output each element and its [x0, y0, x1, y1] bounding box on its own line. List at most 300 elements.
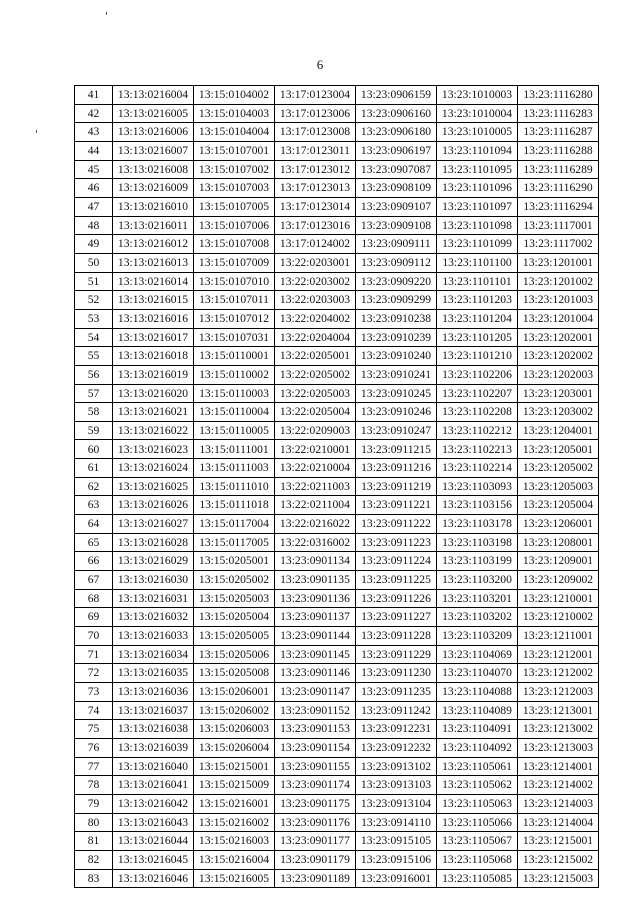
- cadastral-number-cell: 13:23:0916001: [356, 869, 437, 888]
- cadastral-number-cell: 13:23:1104092: [437, 738, 518, 757]
- cadastral-number-cell: 13:15:0104003: [194, 104, 275, 123]
- cadastral-number-cell: 13:15:0104002: [194, 86, 275, 105]
- cadastral-number-cell: 13:23:1104089: [437, 701, 518, 720]
- cadastral-number-cell: 13:23:0910241: [356, 365, 437, 384]
- table-row: [75, 832, 599, 851]
- row-number-cell: 55: [75, 347, 113, 366]
- cadastral-number-cell: 13:15:0216002: [194, 813, 275, 832]
- cadastral-number-cell: 13:23:1102206: [437, 365, 518, 384]
- cadastral-number-cell: 13:23:1101210: [437, 347, 518, 366]
- cadastral-number-cell: 13:15:0110002: [194, 365, 275, 384]
- cadastral-number-cell: 13:23:1210002: [518, 608, 599, 627]
- cadastral-number-cell: 13:15:0107011: [194, 291, 275, 310]
- cadastral-number-cell: 13:23:0909107: [356, 197, 437, 216]
- cadastral-number-cell: 13:23:1212001: [518, 645, 599, 664]
- cadastral-number-cell: 13:23:1117002: [518, 235, 599, 254]
- cadastral-number-cell: 13:15:0111001: [194, 440, 275, 459]
- row-number-cell: 56: [75, 365, 113, 384]
- cadastral-number-cell: 13:22:0216022: [275, 515, 356, 534]
- cadastral-number-cell: 13:23:1103209: [437, 627, 518, 646]
- cadastral-number-cell: 13:23:1102214: [437, 459, 518, 478]
- cadastral-number-cell: 13:23:1103156: [437, 496, 518, 515]
- cadastral-number-cell: 13:13:0216040: [113, 757, 194, 776]
- cadastral-number-cell: 13:13:0216004: [113, 86, 194, 105]
- cadastral-number-cell: 13:23:1103201: [437, 589, 518, 608]
- cadastral-number-cell: 13:23:0901175: [275, 794, 356, 813]
- cadastral-number-cell: 13:15:0110003: [194, 384, 275, 403]
- row-number-cell: 65: [75, 533, 113, 552]
- cadastral-number-cell: 13:23:1214002: [518, 776, 599, 795]
- cadastral-number-cell: 13:22:0210001: [275, 440, 356, 459]
- cadastral-number-cell: 13:23:1116280: [518, 86, 599, 105]
- cadastral-number-cell: 13:23:0901137: [275, 608, 356, 627]
- cadastral-number-cell: 13:17:0123014: [275, 197, 356, 216]
- cadastral-number-cell: 13:23:1103093: [437, 477, 518, 496]
- cadastral-number-cell: 13:15:0216005: [194, 869, 275, 888]
- row-number-cell: 76: [75, 738, 113, 757]
- table-row: [75, 421, 599, 440]
- cadastral-number-cell: 13:13:0216033: [113, 627, 194, 646]
- table-row: [75, 813, 599, 832]
- cadastral-number-cell: 13:13:0216035: [113, 664, 194, 683]
- table-row: [75, 496, 599, 515]
- row-number-cell: 61: [75, 459, 113, 478]
- cadastral-number-cell: 13:22:0203001: [275, 253, 356, 272]
- cadastral-number-cell: 13:23:1205004: [518, 496, 599, 515]
- cadastral-number-cell: 13:23:1104070: [437, 664, 518, 683]
- cadastral-number-cell: 13:23:1215003: [518, 869, 599, 888]
- cadastral-number-cell: 13:23:1105068: [437, 850, 518, 869]
- cadastral-number-cell: 13:15:0107005: [194, 197, 275, 216]
- cadastral-number-cell: 13:23:0912231: [356, 720, 437, 739]
- table-row: [75, 365, 599, 384]
- cadastral-number-cell: 13:13:0216007: [113, 141, 194, 160]
- cadastral-number-cell: 13:23:0911216: [356, 459, 437, 478]
- cadastral-number-cell: 13:23:0906197: [356, 141, 437, 160]
- cadastral-number-cell: 13:23:1204001: [518, 421, 599, 440]
- cadastral-number-cell: 13:23:1213003: [518, 738, 599, 757]
- cadastral-number-cell: 13:13:0216019: [113, 365, 194, 384]
- cadastral-number-cell: 13:23:0913104: [356, 794, 437, 813]
- row-number-cell: 51: [75, 272, 113, 291]
- table-row: [75, 720, 599, 739]
- cadastral-number-cell: 13:22:0316002: [275, 533, 356, 552]
- cadastral-number-cell: 13:22:0205003: [275, 384, 356, 403]
- cadastral-number-cell: 13:13:0216037: [113, 701, 194, 720]
- table-row: [75, 664, 599, 683]
- cadastral-number-cell: 13:15:0205001: [194, 552, 275, 571]
- cadastral-number-cell: 13:23:1103199: [437, 552, 518, 571]
- cadastral-number-cell: 13:23:1101098: [437, 216, 518, 235]
- table-row: [75, 701, 599, 720]
- cadastral-number-cell: 13:23:0911242: [356, 701, 437, 720]
- row-number-cell: 71: [75, 645, 113, 664]
- cadastral-number-cell: 13:23:1116287: [518, 123, 599, 142]
- row-number-cell: 69: [75, 608, 113, 627]
- cadastral-number-cell: 13:23:1203001: [518, 384, 599, 403]
- row-number-cell: 77: [75, 757, 113, 776]
- cadastral-number-cell: 13:23:1102208: [437, 403, 518, 422]
- cadastral-number-cell: 13:23:0911228: [356, 627, 437, 646]
- row-number-cell: 72: [75, 664, 113, 683]
- row-number-cell: 60: [75, 440, 113, 459]
- table-row: [75, 533, 599, 552]
- cadastral-number-cell: 13:23:0908109: [356, 179, 437, 198]
- table-row: [75, 160, 599, 179]
- cadastral-number-cell: 13:13:0216039: [113, 738, 194, 757]
- cadastral-number-cell: 13:13:0216010: [113, 197, 194, 216]
- cadastral-number-cell: 13:23:1116288: [518, 141, 599, 160]
- cadastral-number-cell: 13:23:0901145: [275, 645, 356, 664]
- row-number-cell: 78: [75, 776, 113, 795]
- table-row: [75, 309, 599, 328]
- cadastral-number-cell: 13:23:0901135: [275, 571, 356, 590]
- cadastral-number-cell: 13:15:0117005: [194, 533, 275, 552]
- cadastral-number-cell: 13:23:1209002: [518, 571, 599, 590]
- cadastral-number-cell: 13:23:0915106: [356, 850, 437, 869]
- row-number-cell: 46: [75, 179, 113, 198]
- table-row: [75, 850, 599, 869]
- cadastral-number-cell: 13:23:1116283: [518, 104, 599, 123]
- cadastral-number-cell: 13:13:0216027: [113, 515, 194, 534]
- table-row: [75, 608, 599, 627]
- row-number-cell: 73: [75, 683, 113, 702]
- cadastral-number-cell: 13:23:0910247: [356, 421, 437, 440]
- cadastral-number-cell: 13:15:0107008: [194, 235, 275, 254]
- cadastral-number-cell: 13:23:1105066: [437, 813, 518, 832]
- cadastral-number-cell: 13:23:1213001: [518, 701, 599, 720]
- cadastral-number-cell: 13:23:1104069: [437, 645, 518, 664]
- cadastral-number-cell: 13:15:0215009: [194, 776, 275, 795]
- row-number-cell: 75: [75, 720, 113, 739]
- cadastral-number-cell: 13:17:0124002: [275, 235, 356, 254]
- cadastral-number-cell: 13:13:0216026: [113, 496, 194, 515]
- cadastral-number-cell: 13:13:0216016: [113, 309, 194, 328]
- cadastral-number-cell: 13:13:0216015: [113, 291, 194, 310]
- row-number-cell: 59: [75, 421, 113, 440]
- row-number-cell: 50: [75, 253, 113, 272]
- cadastral-number-cell: 13:23:0909220: [356, 272, 437, 291]
- row-number-cell: 62: [75, 477, 113, 496]
- cadastral-number-cell: 13:22:0204004: [275, 328, 356, 347]
- cadastral-number-cell: 13:17:0123016: [275, 216, 356, 235]
- cadastral-number-cell: 13:22:0211003: [275, 477, 356, 496]
- cadastral-number-cell: 13:23:1202001: [518, 328, 599, 347]
- cadastral-number-cell: 13:23:0906159: [356, 86, 437, 105]
- cadastral-number-cell: 13:23:0907087: [356, 160, 437, 179]
- cadastral-number-cell: 13:13:0216014: [113, 272, 194, 291]
- cadastral-number-cell: 13:23:1116294: [518, 197, 599, 216]
- row-number-cell: 68: [75, 589, 113, 608]
- cadastral-number-cell: 13:17:0123004: [275, 86, 356, 105]
- row-number-cell: 80: [75, 813, 113, 832]
- cadastral-number-cell: 13:23:0911222: [356, 515, 437, 534]
- cadastral-number-cell: 13:23:0911229: [356, 645, 437, 664]
- cadastral-number-cell: 13:23:1205003: [518, 477, 599, 496]
- cadastral-number-cell: 13:23:1214003: [518, 794, 599, 813]
- cadastral-number-cell: 13:15:0110004: [194, 403, 275, 422]
- table-row: [75, 403, 599, 422]
- scan-mark: [106, 12, 107, 15]
- cadastral-number-cell: 13:17:0123013: [275, 179, 356, 198]
- row-number-cell: 64: [75, 515, 113, 534]
- cadastral-number-cell: 13:13:0216005: [113, 104, 194, 123]
- cadastral-number-cell: 13:23:0901136: [275, 589, 356, 608]
- cadastral-number-cell: 13:23:1101203: [437, 291, 518, 310]
- cadastral-number-cell: 13:23:0910245: [356, 384, 437, 403]
- cadastral-number-cell: 13:23:0911225: [356, 571, 437, 590]
- cadastral-number-cell: 13:23:1213002: [518, 720, 599, 739]
- table-row: [75, 589, 599, 608]
- cadastral-number-cell: 13:13:0216008: [113, 160, 194, 179]
- cadastral-number-cell: 13:23:1101094: [437, 141, 518, 160]
- cadastral-number-cell: 13:23:1103198: [437, 533, 518, 552]
- row-number-cell: 79: [75, 794, 113, 813]
- cadastral-number-cell: 13:15:0107006: [194, 216, 275, 235]
- row-number-cell: 47: [75, 197, 113, 216]
- table-row: [75, 683, 599, 702]
- cadastral-number-cell: 13:23:1214004: [518, 813, 599, 832]
- cadastral-number-cell: 13:23:1214001: [518, 757, 599, 776]
- cadastral-number-cell: 13:23:0901146: [275, 664, 356, 683]
- row-number-cell: 57: [75, 384, 113, 403]
- cadastral-number-cell: 13:23:1101096: [437, 179, 518, 198]
- cadastral-number-cell: 13:23:0911223: [356, 533, 437, 552]
- cadastral-number-cell: 13:23:1104088: [437, 683, 518, 702]
- cadastral-number-cell: 13:23:1201002: [518, 272, 599, 291]
- cadastral-number-cell: 13:22:0210004: [275, 459, 356, 478]
- cadastral-number-cell: 13:15:0107031: [194, 328, 275, 347]
- cadastral-number-cell: 13:15:0107012: [194, 309, 275, 328]
- cadastral-number-cell: 13:13:0216034: [113, 645, 194, 664]
- cadastral-number-cell: 13:13:0216009: [113, 179, 194, 198]
- cadastral-number-cell: 13:23:0901177: [275, 832, 356, 851]
- cadastral-number-cell: 13:23:0911224: [356, 552, 437, 571]
- cadastral-number-cell: 13:15:0216003: [194, 832, 275, 851]
- cadastral-number-cell: 13:23:0901189: [275, 869, 356, 888]
- table-row: [75, 459, 599, 478]
- cadastral-number-cell: 13:15:0205006: [194, 645, 275, 664]
- cadastral-number-cell: 13:23:0911227: [356, 608, 437, 627]
- cadastral-number-cell: 13:13:0216025: [113, 477, 194, 496]
- cadastral-number-cell: 13:23:1010005: [437, 123, 518, 142]
- cadastral-number-cell: 13:23:1209001: [518, 552, 599, 571]
- cadastral-number-cell: 13:23:0909299: [356, 291, 437, 310]
- cadastral-number-cell: 13:13:0216030: [113, 571, 194, 590]
- table-row: [75, 104, 599, 123]
- cadastral-number-cell: 13:23:1105063: [437, 794, 518, 813]
- cadastral-number-cell: 13:23:1101101: [437, 272, 518, 291]
- cadastral-number-cell: 13:22:0203002: [275, 272, 356, 291]
- table-row: [75, 291, 599, 310]
- row-number-cell: 53: [75, 309, 113, 328]
- cadastral-number-cell: 13:17:0123008: [275, 123, 356, 142]
- table-row: [75, 197, 599, 216]
- cadastral-number-cell: 13:17:0123006: [275, 104, 356, 123]
- cadastral-number-cell: 13:13:0216011: [113, 216, 194, 235]
- row-number-cell: 70: [75, 627, 113, 646]
- cadastral-number-cell: 13:13:0216042: [113, 794, 194, 813]
- cadastral-number-cell: 13:23:1103202: [437, 608, 518, 627]
- cadastral-number-cell: 13:23:1105067: [437, 832, 518, 851]
- cadastral-number-cell: 13:15:0107002: [194, 160, 275, 179]
- cadastral-number-cell: 13:13:0216024: [113, 459, 194, 478]
- cadastral-number-table: [74, 85, 599, 888]
- cadastral-number-cell: 13:15:0206003: [194, 720, 275, 739]
- cadastral-number-cell: 13:22:0203003: [275, 291, 356, 310]
- cadastral-number-cell: 13:23:1116290: [518, 179, 599, 198]
- cadastral-number-cell: 13:13:0216045: [113, 850, 194, 869]
- cadastral-number-cell: 13:23:1210001: [518, 589, 599, 608]
- cadastral-number-cell: 13:13:0216022: [113, 421, 194, 440]
- page-number: 6: [316, 57, 324, 72]
- row-number-cell: 74: [75, 701, 113, 720]
- cadastral-number-cell: 13:23:0901179: [275, 850, 356, 869]
- cadastral-number-cell: 13:22:0205001: [275, 347, 356, 366]
- cadastral-number-cell: 13:23:1104091: [437, 720, 518, 739]
- cadastral-number-cell: 13:13:0216029: [113, 552, 194, 571]
- cadastral-number-cell: 13:15:0206001: [194, 683, 275, 702]
- cadastral-number-cell: 13:15:0215001: [194, 757, 275, 776]
- cadastral-number-cell: 13:23:0909111: [356, 235, 437, 254]
- cadastral-number-cell: 13:23:1212002: [518, 664, 599, 683]
- table-row: [75, 141, 599, 160]
- cadastral-number-cell: 13:23:1101097: [437, 197, 518, 216]
- cadastral-number-cell: 13:15:0206002: [194, 701, 275, 720]
- cadastral-number-cell: 13:23:1203002: [518, 403, 599, 422]
- cadastral-number-cell: 13:23:1103178: [437, 515, 518, 534]
- cadastral-number-cell: 13:23:0911230: [356, 664, 437, 683]
- row-number-cell: 41: [75, 86, 113, 105]
- cadastral-number-cell: 13:15:0104004: [194, 123, 275, 142]
- table-row: [75, 794, 599, 813]
- cadastral-number-cell: 13:23:0911219: [356, 477, 437, 496]
- cadastral-number-cell: 13:15:0107010: [194, 272, 275, 291]
- cadastral-number-cell: 13:23:1105085: [437, 869, 518, 888]
- cadastral-number-cell: 13:13:0216028: [113, 533, 194, 552]
- cadastral-number-cell: 13:23:0901147: [275, 683, 356, 702]
- cadastral-number-cell: 13:23:1102212: [437, 421, 518, 440]
- cadastral-number-cell: 13:17:0123011: [275, 141, 356, 160]
- cadastral-number-cell: 13:23:0901176: [275, 813, 356, 832]
- cadastral-number-cell: 13:23:1101205: [437, 328, 518, 347]
- cadastral-number-cell: 13:22:0211004: [275, 496, 356, 515]
- cadastral-number-cell: 13:13:0216021: [113, 403, 194, 422]
- cadastral-number-cell: 13:15:0110001: [194, 347, 275, 366]
- table-row: [75, 571, 599, 590]
- cadastral-number-cell: 13:15:0107001: [194, 141, 275, 160]
- cadastral-number-cell: 13:13:0216006: [113, 123, 194, 142]
- row-number-cell: 49: [75, 235, 113, 254]
- cadastral-number-cell: 13:23:0909108: [356, 216, 437, 235]
- cadastral-number-cell: 13:23:0912232: [356, 738, 437, 757]
- cadastral-number-cell: 13:15:0111010: [194, 477, 275, 496]
- cadastral-number-cell: 13:23:1212003: [518, 683, 599, 702]
- cadastral-number-cell: 13:23:0909112: [356, 253, 437, 272]
- cadastral-number-cell: 13:23:1105061: [437, 757, 518, 776]
- cadastral-number-cell: 13:13:0216044: [113, 832, 194, 851]
- cadastral-number-cell: 13:13:0216023: [113, 440, 194, 459]
- cadastral-number-cell: 13:13:0216012: [113, 235, 194, 254]
- cadastral-number-cell: 13:23:1101100: [437, 253, 518, 272]
- cadastral-number-cell: 13:23:0913102: [356, 757, 437, 776]
- row-number-cell: 58: [75, 403, 113, 422]
- cadastral-number-cell: 13:23:0906160: [356, 104, 437, 123]
- cadastral-number-cell: 13:23:0901152: [275, 701, 356, 720]
- row-number-cell: 44: [75, 141, 113, 160]
- cadastral-number-cell: 13:23:1205001: [518, 440, 599, 459]
- cadastral-number-cell: 13:13:0216038: [113, 720, 194, 739]
- cadastral-number-cell: 13:23:1208001: [518, 533, 599, 552]
- table-body: [75, 86, 599, 888]
- cadastral-number-cell: 13:23:0910238: [356, 309, 437, 328]
- cadastral-number-cell: 13:23:0910239: [356, 328, 437, 347]
- table-row: [75, 645, 599, 664]
- table-row: [75, 123, 599, 142]
- table-row: [75, 328, 599, 347]
- cadastral-number-cell: 13:15:0205002: [194, 571, 275, 590]
- row-number-cell: 82: [75, 850, 113, 869]
- row-number-cell: 43: [75, 123, 113, 142]
- row-number-cell: 54: [75, 328, 113, 347]
- cadastral-number-cell: 13:13:0216018: [113, 347, 194, 366]
- cadastral-number-cell: 13:17:0123012: [275, 160, 356, 179]
- table-row: [75, 216, 599, 235]
- cadastral-number-cell: 13:13:0216017: [113, 328, 194, 347]
- cadastral-number-cell: 13:22:0205002: [275, 365, 356, 384]
- cadastral-number-cell: 13:23:1206001: [518, 515, 599, 534]
- cadastral-number-cell: 13:23:0911226: [356, 589, 437, 608]
- cadastral-number-cell: 13:15:0107009: [194, 253, 275, 272]
- cadastral-number-cell: 13:23:0901153: [275, 720, 356, 739]
- cadastral-number-cell: 13:15:0117004: [194, 515, 275, 534]
- cadastral-number-cell: 13:15:0111018: [194, 496, 275, 515]
- cadastral-number-cell: 13:23:1010003: [437, 86, 518, 105]
- cadastral-number-cell: 13:23:1010004: [437, 104, 518, 123]
- cadastral-number-cell: 13:23:0915105: [356, 832, 437, 851]
- cadastral-number-cell: 13:15:0205008: [194, 664, 275, 683]
- cadastral-number-cell: 13:23:1201004: [518, 309, 599, 328]
- cadastral-number-cell: 13:23:0914110: [356, 813, 437, 832]
- cadastral-number-cell: 13:15:0205003: [194, 589, 275, 608]
- cadastral-number-cell: 13:15:0216004: [194, 850, 275, 869]
- table-row: [75, 627, 599, 646]
- cadastral-number-cell: 13:23:1103200: [437, 571, 518, 590]
- table-row: [75, 477, 599, 496]
- row-number-cell: 45: [75, 160, 113, 179]
- cadastral-number-cell: 13:23:1117001: [518, 216, 599, 235]
- row-number-cell: 48: [75, 216, 113, 235]
- cadastral-number-cell: 13:23:1205002: [518, 459, 599, 478]
- table-row: [75, 347, 599, 366]
- cadastral-number-cell: 13:23:1105062: [437, 776, 518, 795]
- table-row: [75, 440, 599, 459]
- table-row: [75, 179, 599, 198]
- cadastral-number-cell: 13:23:0910240: [356, 347, 437, 366]
- table-row: [75, 515, 599, 534]
- cadastral-number-cell: 13:23:1201003: [518, 291, 599, 310]
- cadastral-number-cell: 13:23:0911215: [356, 440, 437, 459]
- cadastral-number-cell: 13:15:0111003: [194, 459, 275, 478]
- table-row: [75, 272, 599, 291]
- cadastral-number-cell: 13:15:0107003: [194, 179, 275, 198]
- table-row: [75, 235, 599, 254]
- row-number-cell: 52: [75, 291, 113, 310]
- cadastral-number-cell: 13:23:1101204: [437, 309, 518, 328]
- cadastral-number-cell: 13:23:1201001: [518, 253, 599, 272]
- cadastral-number-cell: 13:13:0216032: [113, 608, 194, 627]
- cadastral-number-cell: 13:23:0901155: [275, 757, 356, 776]
